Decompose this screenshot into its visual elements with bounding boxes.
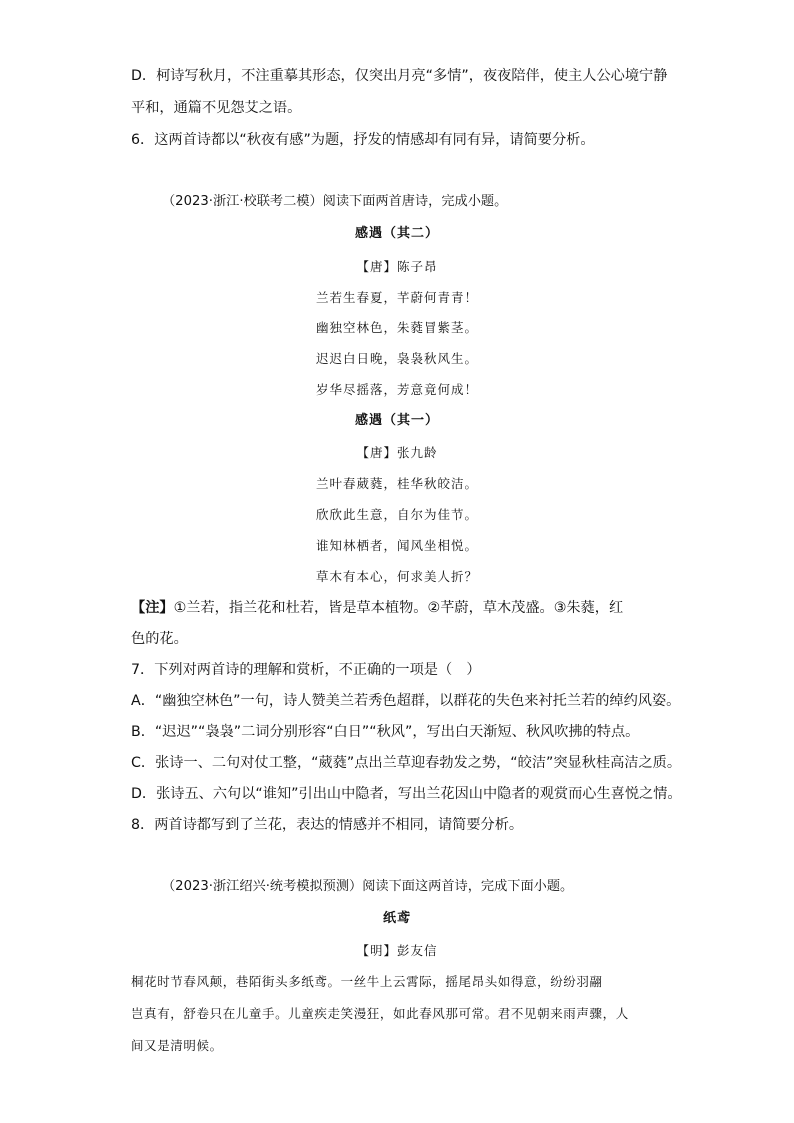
poem1-line: 迟迟白日晚，袅袅秋风生。 (315, 351, 478, 366)
prose-line: 桐花时节春风颠，巷陌街头多纸鸢。一丝牛上云霄际，摇尾昂头如得意，纷纷羽翮 (131, 974, 603, 989)
note-text: ①兰若，指兰花和杜若，皆是草本植物。②芊蔚，草木茂盛。③朱蕤，红 (173, 600, 624, 616)
source-line-2: （2023·浙江绍兴·统考模拟预测）阅读下面这两首诗，完成下面小题。 (162, 879, 574, 894)
question-7: 7．下列对两首诗的理解和赏析，不正确的一项是（ ） (131, 662, 481, 678)
q7-option-d: D．张诗五、六句以“谁知”引出山中隐者，写出兰花因山中隐者的观赏而心生喜悦之情。 (131, 786, 682, 802)
poem2-line: 谁知林栖者，闻风坐相悦。 (315, 538, 478, 553)
q7-option-b: B．“迟迟”“袅袅”二词分别形容“白日”“秋风”，写出白天渐短、秋风吹拂的特点。 (131, 724, 640, 740)
poem2-author: 【唐】张九龄 (356, 445, 438, 460)
poem1-title: 感遇（其二） (354, 226, 439, 241)
note-line2: 色的花。 (131, 631, 188, 647)
source-line-1: （2023·浙江·校联考二模）阅读下面两首唐诗，完成小题。 (162, 194, 508, 209)
note-line1 (131, 598, 623, 618)
poem1-line: 幽独空林色，朱蕤冒紫茎。 (315, 320, 478, 335)
prose-line: 间又是清明候。 (131, 1038, 223, 1053)
poem2-line: 兰叶春葳蕤，桂华秋皎洁。 (315, 476, 478, 491)
poem2-line: 欣欣此生意，自尔为佳节。 (315, 507, 478, 522)
prose-line: 岂真有，舒卷只在儿童手。儿童疾走笑漫狂，如此春风那可常。君不见朝来雨声骤，人 (131, 1006, 629, 1021)
option-d-line2: 平和，通篇不见怨艾之语。 (131, 100, 302, 116)
option-d-line1: D．柯诗写秋月，不注重摹其形态，仅突出月亮“多情”，夜夜陪伴，使主人公心境宁静 (131, 68, 668, 84)
poem2-title: 感遇（其一） (354, 413, 439, 428)
q7-option-a: A．“幽独空林色”一句，诗人赞美兰若秀色超群，以群花的失色来衬托兰若的绰约风姿。 (131, 693, 681, 709)
poem1-line: 兰若生春夏，芊蔚何青青！ (315, 290, 478, 305)
poem1-line: 岁华尽摇落，芳意竟何成！ (315, 382, 478, 397)
question-8: 8．两首诗都写到了兰花，表达的情感并不相同，请简要分析。 (131, 817, 524, 833)
question-6: 6．这两首诗都以“秋夜有感”为题，抒发的情感却有同有异，请简要分析。 (131, 132, 595, 148)
poem1-author: 【唐】陈子昂 (356, 259, 438, 274)
note-label: 【注】 (131, 600, 174, 616)
q7-option-c: C．张诗一、二句对仗工整，“葳蕤”点出兰草迎春勃发之势，“皎洁”突显秋桂高洁之质。 (131, 755, 682, 771)
poem3-title: 纸鸢 (382, 911, 411, 926)
poem3-author: 【明】彭友信 (356, 943, 438, 958)
poem2-line: 草木有本心，何求美人折？ (315, 569, 478, 584)
